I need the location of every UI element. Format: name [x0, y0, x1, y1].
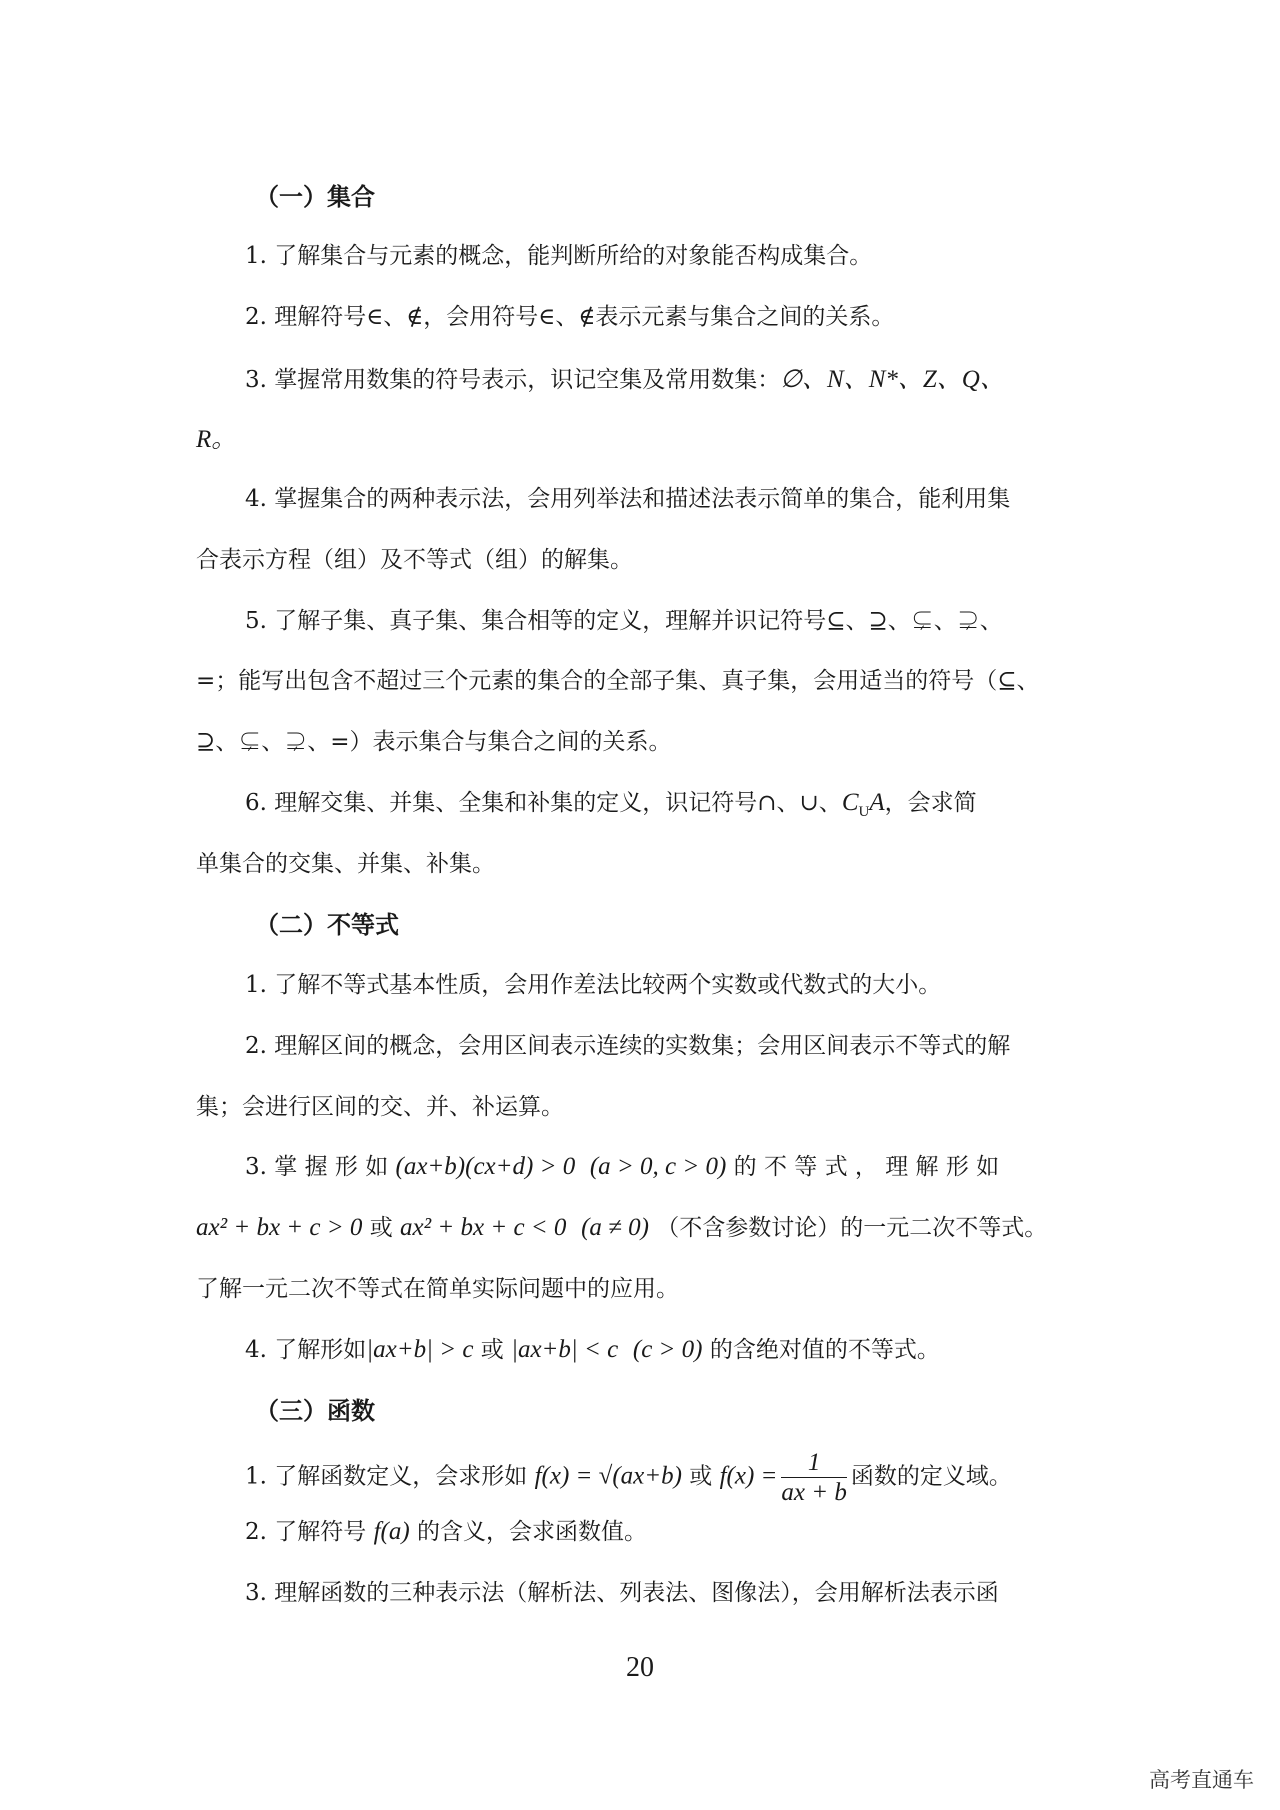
ineq-item-4	[245, 1331, 940, 1364]
page-number: 20	[626, 1652, 654, 1683]
ineq-item-3-line-3: 了解一元二次不等式在简单实际问题中的应用。	[196, 1276, 679, 1302]
sets-item-6-line-1	[245, 784, 977, 821]
func-item-1-text: 1. 了解函数定义，会求形如	[245, 1463, 528, 1490]
sqrt-function: f(x) = √(ax+b)	[534, 1462, 682, 1490]
or-text: 或	[369, 1215, 393, 1241]
abs-inequality-gt: |ax+b| > c	[366, 1336, 474, 1363]
sets-item-1: 1. 了解集合与元素的概念，能判断所给的对象能否构成集合。	[245, 243, 873, 269]
quadratic-inequality-lt: ax² + bx + c < 0	[400, 1214, 567, 1241]
or-text: 或	[689, 1463, 713, 1490]
complement-symbol: $C_UA$	[841, 789, 885, 820]
reciprocal-fraction	[781, 1450, 846, 1505]
sets-item-3-line-2: R。	[196, 426, 237, 453]
ineq-item-2-line-1: 2. 理解区间的概念，会用区间表示连续的实数集；会用区间表示不等式的解	[245, 1033, 1011, 1059]
sets-item-3-line-1	[245, 359, 1005, 395]
or-text: 或	[480, 1337, 504, 1363]
sets-item-4-line-1: 4. 掌握集合的两种表示法，会用列举法和描述法表示简单的集合，能利用集	[245, 486, 1011, 512]
sets-item-2: 2. 理解符号∈、∉，会用符号∈、∉表示元素与集合之间的关系。	[245, 304, 895, 330]
ineq-item-1: 1. 了解不等式基本性质，会用作差法比较两个实数或代数式的大小。	[245, 972, 942, 998]
func-item-1-text-end: 函数的定义域。	[850, 1463, 1012, 1490]
sets-item-6-text-end: ，会求简	[884, 790, 977, 816]
sets-item-5-line-1: 5. 了解子集、真子集、集合相等的定义，理解并识记符号⊆、⊇、⊊、⊋、	[245, 608, 1003, 634]
section-heading-functions: （三）函数	[255, 1397, 375, 1425]
ineq-item-3-text-end-2: （不含参数讨论）的一元二次不等式。	[656, 1215, 1048, 1241]
section-heading-inequalities: （二）不等式	[255, 911, 399, 939]
sets-item-3-text: 3. 掌握常用数集的符号表示，识记空集及常用数集：	[245, 367, 781, 393]
ineq-item-2-line-2: 集；会进行区间的交、并、补运算。	[196, 1094, 564, 1120]
ineq-item-4-text: 4. 了解形如	[245, 1337, 367, 1363]
sets-item-4-line-2: 合表示方程（组）及不等式（组）的解集。	[196, 547, 633, 573]
sets-item-5-line-3: ⊇、⊊、⊋、=）表示集合与集合之间的关系。	[196, 729, 672, 755]
ineq-item-3-line-2	[196, 1209, 1047, 1242]
ineq-item-4-text-end: 的含绝对值的不等式。	[709, 1337, 940, 1363]
ineq-item-3-line-1	[245, 1148, 999, 1181]
quadratic-condition: (a ≠ 0)	[581, 1214, 649, 1241]
watermark-text: 高考直通车	[1149, 1768, 1254, 1792]
quadratic-inequality-gt: ax² + bx + c > 0	[196, 1214, 363, 1241]
func-item-2	[245, 1513, 647, 1546]
fraction-denominator: ax + b	[781, 1479, 847, 1506]
func-item-2-text-end: 的含义，会求函数值。	[417, 1519, 647, 1545]
product-inequality-condition: (a > 0, c > 0)	[589, 1153, 727, 1180]
reciprocal-function-lhs: f(x) =	[719, 1462, 778, 1490]
fraction-numerator: 1	[781, 1450, 846, 1478]
ineq-item-3-text: 3. 掌 握 形 如	[245, 1154, 389, 1180]
func-item-2-text: 2. 了解符号	[245, 1519, 367, 1545]
section-heading-sets: （一）集合	[255, 183, 375, 211]
sets-item-3-number-sets: ∅、N、N*、Z、Q、	[780, 366, 1005, 393]
sets-item-6-text: 6. 理解交集、并集、全集和补集的定义，识记符号∩、∪、	[245, 790, 842, 816]
product-inequality: (ax+b)(cx+d) > 0	[395, 1153, 576, 1180]
sets-item-6-line-2: 单集合的交集、并集、补集。	[196, 851, 495, 877]
function-value-symbol: f(a)	[373, 1518, 410, 1545]
sets-item-5-line-2: =；能写出包含不超过三个元素的集合的全部子集、真子集，会用适当的符号（⊆、	[196, 668, 1040, 694]
abs-condition: (c > 0)	[632, 1336, 703, 1363]
ineq-item-3-text-end: 的 不 等 式 ， 理 解 形 如	[733, 1154, 1000, 1180]
func-item-3: 3. 理解函数的三种表示法（解析法、列表法、图像法），会用解析法表示函	[245, 1580, 999, 1606]
abs-inequality-lt: |ax+b| < c	[511, 1336, 619, 1363]
func-item-1	[245, 1450, 1012, 1505]
